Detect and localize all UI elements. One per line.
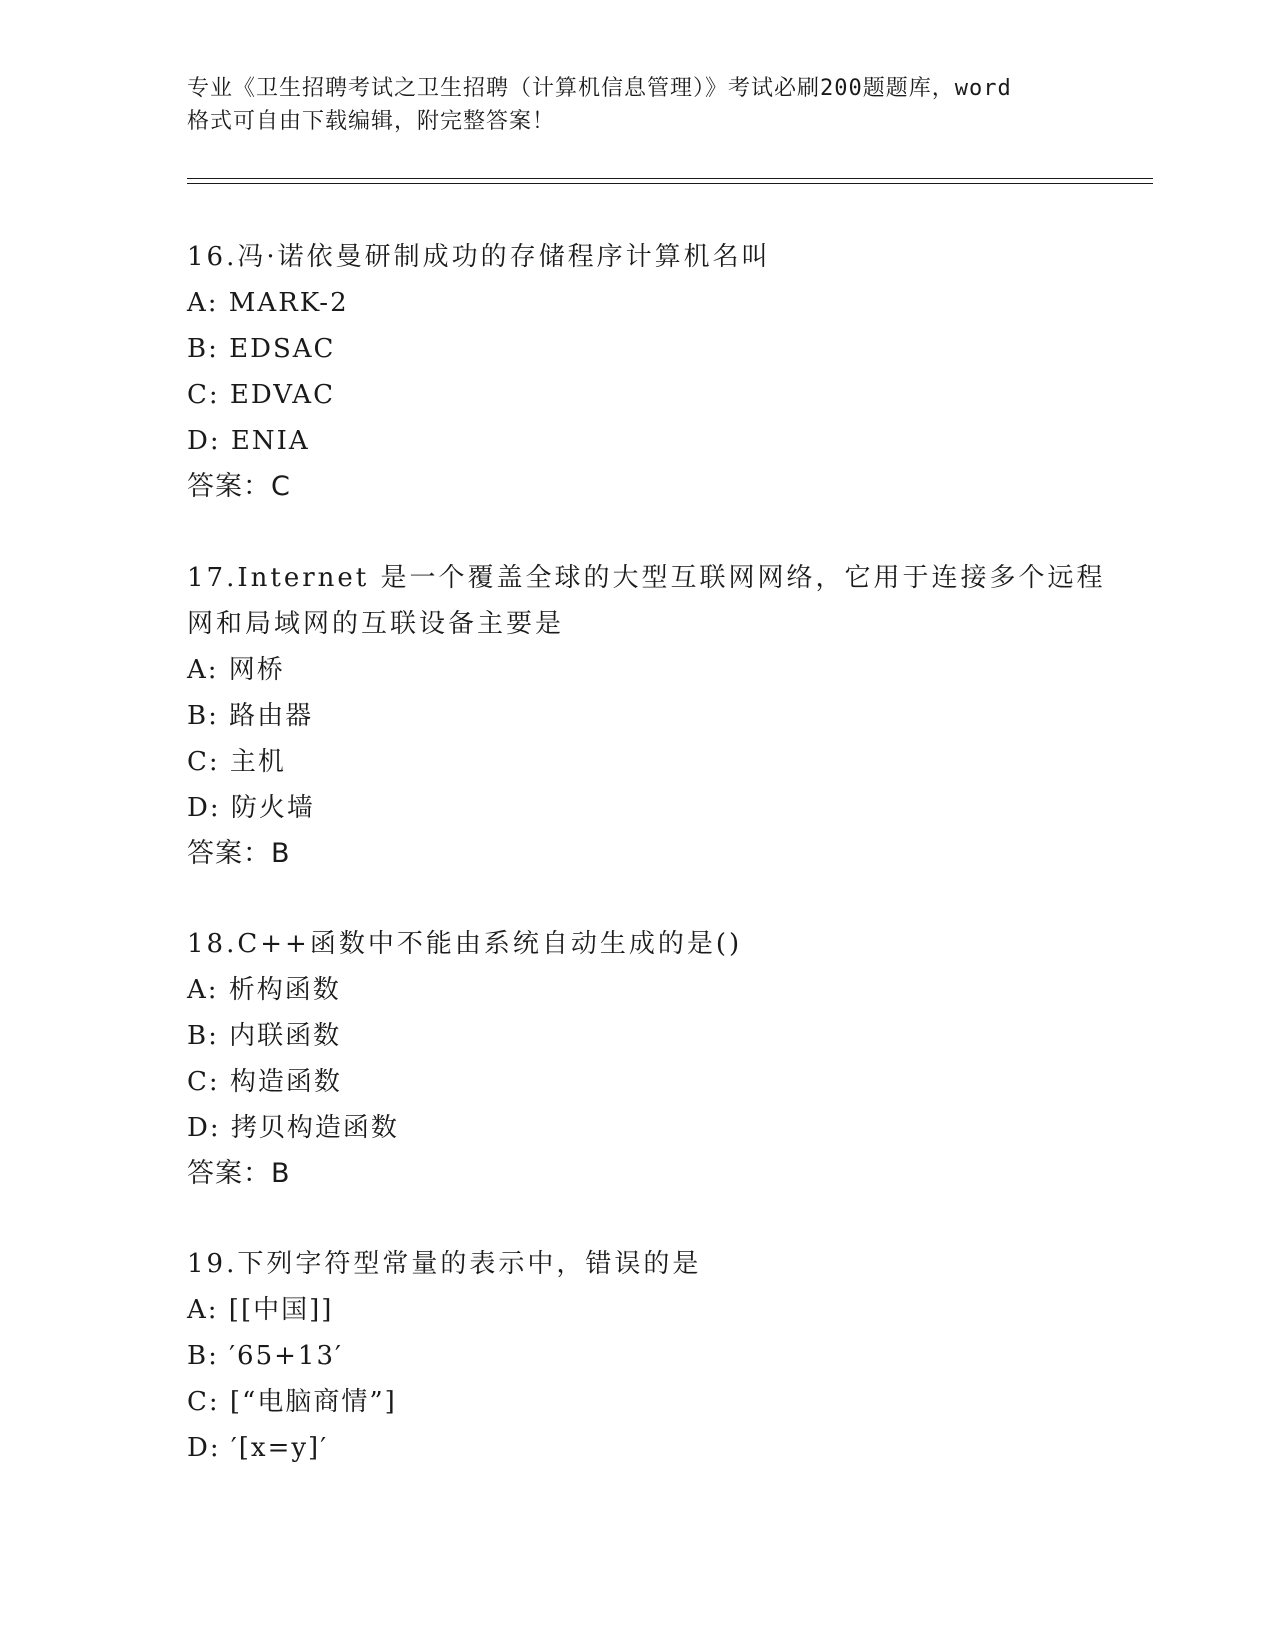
question-stem: 16.冯·诺依曼研制成功的存储程序计算机名叫 [187, 242, 771, 272]
option-c: C: [“电脑商情”] [187, 1387, 397, 1417]
option-d: D: 防火墙 [187, 793, 315, 823]
question-stem: 17.Internet 是一个覆盖全球的大型互联网网络，它用于连接多个远程网和局域网的互联设备主要是 [187, 563, 1106, 639]
question-19 [187, 1241, 1107, 1471]
option-b: B: ′65+13′ [187, 1341, 343, 1371]
question-17 [187, 555, 1107, 877]
option-c: C: 主机 [187, 747, 286, 777]
header-divider-top [187, 178, 1153, 179]
header-line-1: 专业《卫生招聘考试之卫生招聘（计算机信息管理）》考试必刷200题题库，word [187, 76, 1012, 101]
question-18 [187, 921, 1107, 1197]
option-a: A: 网桥 [187, 655, 285, 685]
option-d: D: ENIA [187, 426, 310, 456]
answer-label: 答案：B [187, 1158, 291, 1189]
option-b: B: 路由器 [187, 701, 314, 731]
option-a: A: [[中国]] [187, 1295, 334, 1325]
option-c: C: 构造函数 [187, 1067, 342, 1097]
option-a: A: 析构函数 [187, 975, 341, 1005]
header-line-2: 格式可自由下载编辑，附完整答案！ [187, 109, 556, 134]
option-b: B: 内联函数 [187, 1021, 342, 1051]
question-16 [187, 234, 1107, 510]
option-d: D: 拷贝构造函数 [187, 1113, 399, 1143]
option-a: A: MARK-2 [187, 288, 349, 318]
option-b: B: EDSAC [187, 334, 336, 364]
option-c: C: EDVAC [187, 380, 335, 410]
answer-label: 答案：C [187, 471, 291, 502]
question-stem: 19.下列字符型常量的表示中，错误的是 [187, 1249, 702, 1279]
option-d: D: ′[x=y]′ [187, 1433, 329, 1463]
header-divider-bottom [187, 183, 1153, 184]
document-header [187, 72, 1087, 138]
answer-label: 答案：B [187, 838, 291, 869]
question-stem: 18.C++函数中不能由系统自动生成的是() [187, 929, 743, 959]
